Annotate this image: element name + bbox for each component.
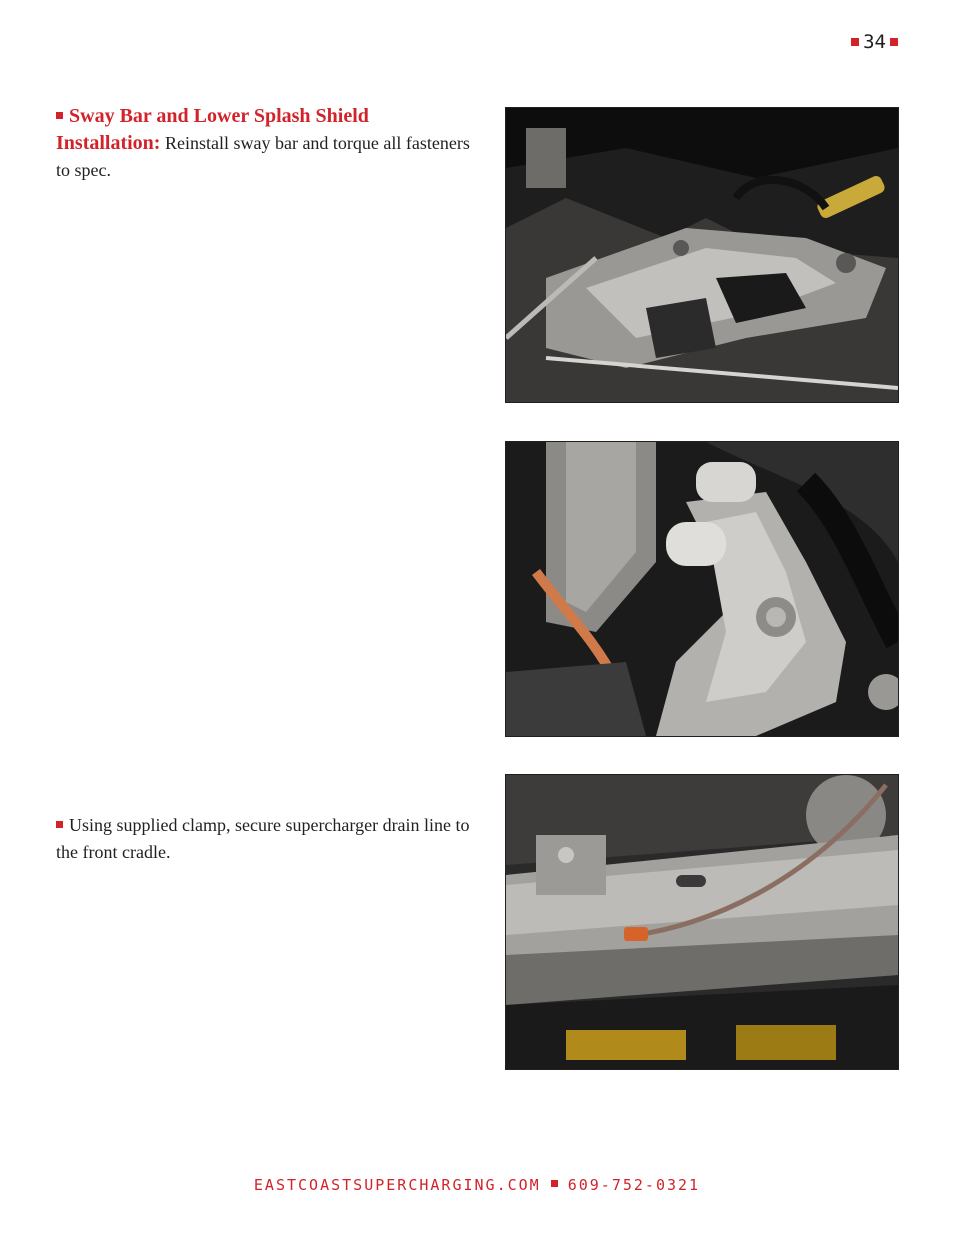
footer-phone: 609-752-0321 [567, 1176, 701, 1194]
photo-sway-bar [505, 107, 899, 403]
bullet-square-icon [551, 1180, 558, 1187]
bullet-square-icon [56, 821, 63, 828]
bullet-square-icon [851, 38, 859, 46]
step-body: Using supplied clamp, secure supercharger drain line to the front cradle. [56, 815, 470, 862]
step-sway-bar [56, 103, 476, 184]
step-heading: Sway Bar and Lower Splash Shield [69, 105, 369, 127]
step-drain-line [56, 812, 476, 866]
page-number-text: 34 [863, 31, 886, 53]
page-number [851, 31, 898, 53]
footer-website: EASTCOASTSUPERCHARGING.COM [253, 1176, 541, 1194]
bullet-square-icon [890, 38, 898, 46]
bullet-square-icon [56, 112, 63, 119]
photo-sway-bar-link [505, 441, 899, 737]
footer [0, 1176, 954, 1194]
step-heading-continued: Installation: [56, 132, 161, 154]
photo-drain-line [505, 774, 899, 1070]
step-body: Reinstall sway bar and torque all fasteners to spec. [56, 133, 470, 180]
